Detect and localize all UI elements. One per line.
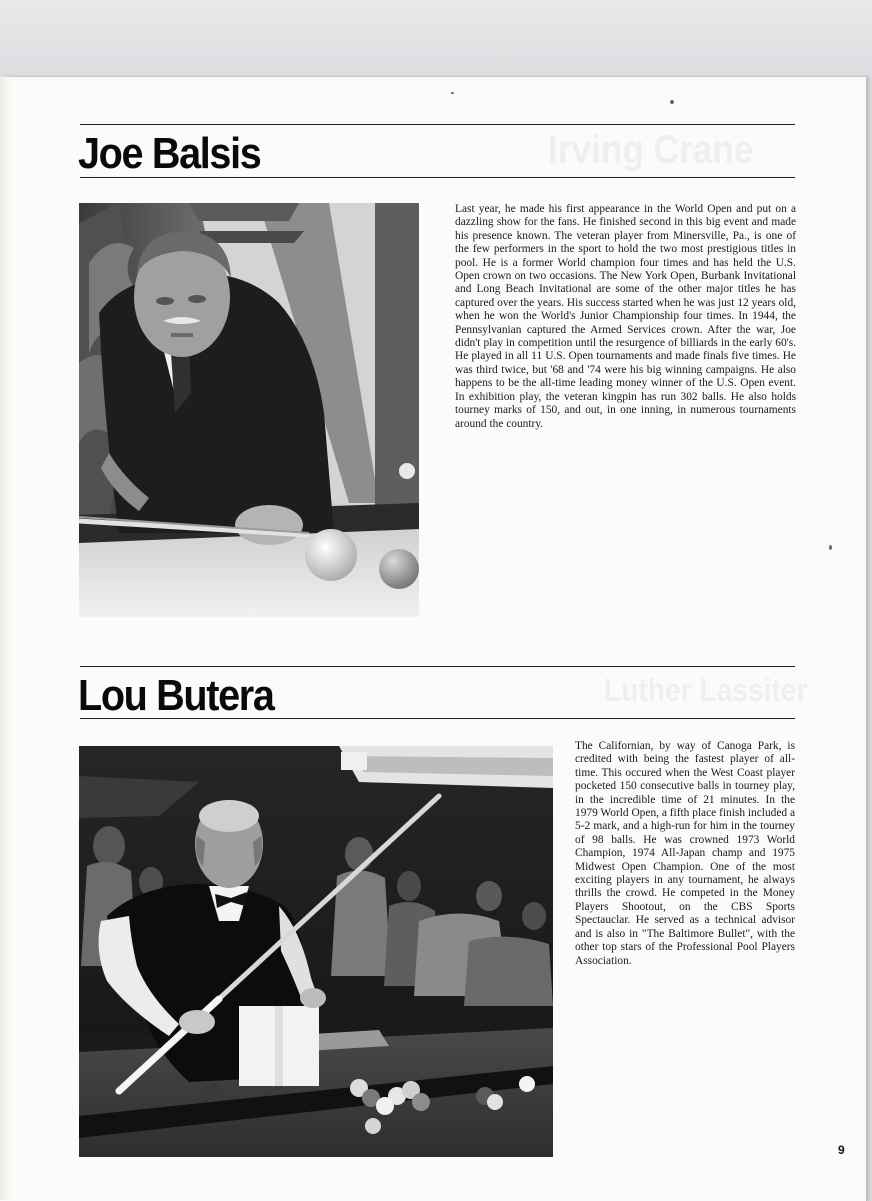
player-bio: Last year, he made his first appearance in the World Open and put on a dazzling show for the fans. He finished second in this big event and made his presence known. The veteran player from Minersville, Pa., is one of the few performers in the sport to hold the two most prestigious titles in pool. He is a former World champion four times and has held the U.S. Open crown on two occasions. The New York Open, Burbank Invitational and Long Beach Invitational are some of the other major titles he has captured over the years. His success started when he was just 12 years old, when he won the World's Junior Championship four times. In 1944, the Pennsylvanian captured the Armed Services crown. After the war, Joe didn't play in competition until the resurgence of billiards in the early 60's. He played in all 11 U.S. Open tournaments and made finals five times. He was third twice, but '68 and '74 were his big winning campaigns. He also happens to be the all-time leading money winner of the U.S. Open event. In exhibition play, the veteran kingpin has run 302 balls. He also holds tourney marks of 150, and out, in one inning, in numerous tournaments around the country. xyxy=(455,203,796,430)
heading-rule-top xyxy=(80,666,795,667)
player-bio: The Californian, by way of Canoga Park, is credited with being the fastest player of all-time. This occured when the West Coast player pocketed 150 consecutive balls in tourney play, in the incredible time of 21 minutes. In the 1979 World Open, a fifth place finish included a 5-2 mark, and a high-run for him in the tourney of 98 balls. He was crowned 1973 World Champion, 1974 All-Japan champ and 1975 Midwest Open Champion. One of the most exciting players in any tournament, he always thrills the crowd. He competed in the Money Players Shootout, on the CBS Sports Spectauclar. He served as a technical advisor and is also in "The Baltimore Bullet", with the other top stars of the Professional Pool Players Association. xyxy=(575,740,795,967)
page-edge-shadow xyxy=(0,76,12,1200)
scan-speck xyxy=(451,92,454,94)
heading-rule-bottom xyxy=(80,718,795,719)
scan-background xyxy=(0,0,872,78)
page-number: 9 xyxy=(838,1143,845,1157)
player-photo-balsis xyxy=(79,203,419,617)
player-photo-butera xyxy=(79,746,553,1157)
player-name-heading: Joe Balsis xyxy=(78,129,261,178)
heading-rule-top xyxy=(80,124,795,125)
show-through-text: Irving Crane xyxy=(548,128,754,172)
heading-rule-bottom xyxy=(80,177,795,178)
player-name-heading: Lou Butera xyxy=(78,671,274,720)
scan-speck xyxy=(829,545,832,550)
show-through-text: Luther Lassiter xyxy=(604,672,808,708)
scan-speck xyxy=(670,100,674,104)
